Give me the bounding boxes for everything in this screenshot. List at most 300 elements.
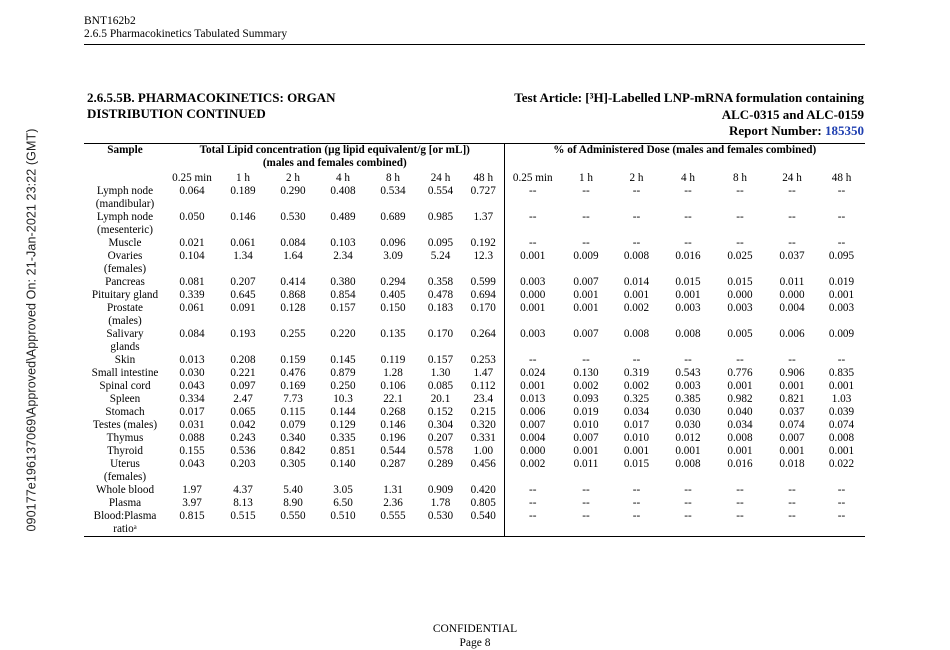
conc-cell: 0.079 — [280, 419, 306, 431]
pct-cell: 0.008 — [675, 328, 701, 340]
conc-cell: 0.042 — [230, 419, 256, 431]
sample-cell — [84, 328, 166, 354]
sample-label-line: Stomach — [105, 406, 145, 418]
pct-cell: 0.001 — [504, 250, 561, 276]
pct-cell: 0.001 — [623, 289, 650, 301]
sample-label-line: Blood:Plasma — [93, 510, 157, 522]
pct-cell: 0.001 — [573, 289, 599, 301]
conc-cell: 0.192 — [470, 237, 496, 249]
sample-cell — [84, 497, 166, 510]
conc-cell: 0.061 — [179, 302, 205, 314]
conc-cell: 0.088 — [179, 432, 205, 444]
conc-cell: 0.689 — [380, 211, 406, 223]
conc-cell: 10.3 — [333, 393, 353, 405]
sample-label-line: Pituitary gland — [91, 289, 159, 301]
dose-group-header: % of Administered Dose (males and females combined) — [504, 144, 865, 171]
pct-cell: -- — [736, 484, 744, 496]
conc-cell: 0.157 — [330, 302, 356, 314]
conc-cell: 8.90 — [283, 497, 303, 509]
pct-cell: -- — [837, 211, 846, 223]
conc-cell: 0.304 — [427, 419, 454, 431]
pct-cell: 0.385 — [675, 393, 701, 405]
pct-cell: 0.543 — [675, 367, 701, 379]
pct-cell: -- — [837, 354, 846, 366]
test-article-line-2: ALC-0315 and ALC-0159 — [721, 106, 864, 122]
pct-cell: 0.001 — [675, 289, 701, 301]
conc-cell: 0.554 — [427, 185, 454, 197]
pct-timepoint-header: 2 h — [629, 172, 644, 184]
conc-cell: 0.645 — [230, 289, 256, 301]
pct-timepoint-header: 48 h — [831, 172, 852, 184]
conc-cell: 0.128 — [280, 302, 306, 314]
pct-cell: 0.030 — [675, 406, 701, 418]
pct-cell: -- — [766, 510, 818, 537]
table-row — [84, 211, 865, 237]
conc-cell: 0.095 — [427, 237, 454, 249]
sample-label-line: Lymph node — [96, 211, 154, 223]
conc-cell: 3.97 — [182, 497, 202, 509]
sample-label-line: Ovaries — [107, 250, 143, 262]
conc-cell: 0.129 — [330, 419, 356, 431]
sample-label-line: Spinal cord — [99, 380, 151, 392]
conc-cell: 1.31 — [383, 484, 403, 496]
sample-label-line: (females) — [103, 263, 147, 275]
conc-cell: 0.335 — [330, 432, 356, 444]
table-row — [84, 497, 865, 510]
pct-cell: -- — [611, 510, 662, 537]
pct-cell: -- — [788, 237, 796, 249]
sample-cell — [84, 432, 166, 445]
conc-cell: 0.189 — [230, 185, 256, 197]
pct-cell: 0.008 — [623, 328, 650, 340]
conc-timepoint-header: 2 h — [286, 172, 300, 184]
conc-cell: 0.112 — [470, 380, 496, 392]
conc-cell: 0.146 — [380, 419, 406, 431]
conc-cell: 0.150 — [380, 302, 406, 314]
pct-cell: -- — [632, 497, 641, 509]
pct-cell: -- — [736, 497, 744, 509]
table-row — [84, 458, 865, 484]
conc-cell: 0.289 — [427, 458, 454, 470]
pct-cell: -- — [788, 354, 796, 366]
conc-cell: 0.243 — [230, 432, 256, 444]
conc-header-line-2: (males and females combined) — [262, 157, 407, 169]
pct-cell: -- — [788, 497, 796, 509]
table-row — [84, 302, 865, 328]
conc-cell: 1.78 — [430, 497, 451, 509]
pct-cell: -- — [837, 497, 846, 509]
conc-cell: 1.00 — [473, 445, 494, 457]
conc-cell: 6.50 — [333, 497, 353, 509]
table-row — [84, 484, 865, 497]
pct-cell: 0.007 — [573, 328, 599, 340]
conc-cell: 0.221 — [230, 367, 256, 379]
conc-cell: 0.159 — [280, 354, 306, 366]
sample-label-line: ratioᵃ — [113, 523, 137, 535]
sample-header: Sample — [84, 144, 166, 186]
table-row — [84, 432, 865, 445]
pct-cell: 0.011 — [573, 458, 599, 470]
pct-cell: 0.008 — [727, 432, 753, 444]
conc-cell: 0.215 — [470, 406, 496, 418]
conc-cell: 0.064 — [179, 185, 205, 197]
conc-cell: 1.37 — [473, 211, 494, 223]
pct-cell: 0.018 — [779, 458, 805, 470]
pct-cell: 0.130 — [573, 367, 599, 379]
conc-cell: 0.170 — [427, 328, 454, 340]
pct-cell: 0.821 — [779, 393, 805, 405]
conc-cell: 0.031 — [179, 419, 205, 431]
pct-cell: 1.03 — [831, 393, 852, 405]
conc-cell: 0.193 — [230, 328, 256, 340]
conc-cell: 0.115 — [280, 406, 306, 418]
conc-cell: 0.294 — [380, 276, 406, 288]
pct-cell: 0.039 — [828, 406, 855, 418]
pct-cell: 0.001 — [675, 445, 701, 457]
sample-cell — [84, 445, 166, 458]
pct-cell: -- — [662, 510, 714, 537]
report-number-line — [514, 123, 864, 140]
approval-stamp-text: 090177e196137069\Approved\Approved On: 21-Jan-2021 23:22 (GMT) — [24, 128, 39, 532]
page-number: Page 8 — [459, 637, 491, 649]
pct-cell: -- — [684, 185, 692, 197]
pct-cell: 0.982 — [727, 393, 753, 405]
sample-label-line: Spleen — [109, 393, 141, 405]
pct-cell: 0.007 — [504, 419, 561, 432]
conc-cell: 1.64 — [283, 250, 303, 262]
organ-distribution-table — [84, 143, 865, 537]
conc-group-header — [166, 144, 504, 171]
table-row — [84, 419, 865, 432]
sample-cell — [84, 406, 166, 419]
pct-cell: 0.093 — [573, 393, 599, 405]
conc-cell: 0.183 — [427, 302, 454, 314]
pct-cell: -- — [736, 237, 744, 249]
conc-cell: 0.478 — [427, 289, 454, 301]
pct-cell: 0.024 — [504, 367, 561, 380]
pct-cell: 0.034 — [727, 419, 753, 431]
conc-cell: 0.157 — [427, 354, 454, 366]
pct-cell: 0.025 — [727, 250, 753, 262]
conc-cell: 0.140 — [330, 458, 356, 470]
conc-cell: 0.081 — [179, 276, 205, 288]
report-number-label: Report Number: — [728, 123, 825, 138]
pct-cell: 0.037 — [779, 250, 805, 262]
conc-cell: 0.694 — [470, 289, 496, 301]
sample-label-line: Small intestine — [91, 367, 159, 379]
conc-cell: 0.250 — [330, 380, 356, 392]
pct-cell: 0.319 — [623, 367, 650, 379]
pct-cell: 0.000 — [779, 289, 805, 301]
conc-cell: 0.985 — [427, 211, 454, 223]
conc-cell: 0.152 — [427, 406, 454, 418]
sample-cell — [84, 302, 166, 328]
conc-cell: 0.815 — [166, 510, 218, 537]
conc-cell: 0.084 — [280, 237, 306, 249]
conc-cell: 0.408 — [330, 185, 356, 197]
pct-cell: -- — [837, 484, 846, 496]
pct-cell: 0.015 — [675, 276, 701, 288]
conc-cell: 0.851 — [330, 445, 356, 457]
pct-cell: 0.906 — [779, 367, 805, 379]
conc-cell: 5.24 — [430, 250, 451, 262]
conc-cell: 0.255 — [280, 328, 306, 340]
pct-timepoint-header: 8 h — [733, 172, 747, 184]
pct-cell: 0.010 — [573, 419, 599, 431]
pct-cell: 0.001 — [573, 302, 599, 314]
conc-cell: 2.47 — [233, 393, 253, 405]
pct-cell: 0.004 — [779, 302, 805, 314]
conc-timepoint-header: 24 h — [430, 172, 451, 184]
sample-label-line: Thymus — [106, 432, 144, 444]
table-row — [84, 250, 865, 276]
conc-cell: 0.530 — [280, 211, 306, 223]
conc-cell: 0.340 — [280, 432, 306, 444]
pct-cell: 0.003 — [727, 302, 753, 314]
conc-cell: 12.3 — [473, 250, 494, 262]
conc-cell: 8.13 — [233, 497, 253, 509]
test-article-line-1: Test Article: [³H]-Labelled LNP-mRNA formulation containing — [514, 90, 864, 105]
sample-label-line: (males) — [108, 315, 142, 327]
conc-cell: 5.40 — [283, 484, 303, 496]
pct-cell: 0.325 — [623, 393, 650, 405]
sample-cell — [84, 289, 166, 302]
conc-cell: 2.34 — [333, 250, 353, 262]
conc-cell: 0.135 — [380, 328, 406, 340]
conc-cell: 0.065 — [230, 406, 256, 418]
pct-cell: 0.074 — [828, 419, 855, 431]
pct-cell: 0.006 — [504, 406, 561, 419]
conc-cell: 0.220 — [330, 328, 356, 340]
pct-cell: 0.009 — [828, 328, 855, 340]
section-title-line-2: DISTRIBUTION CONTINUED — [87, 106, 266, 121]
conc-cell: 3.09 — [383, 250, 403, 262]
pct-cell: 0.001 — [573, 445, 599, 457]
sample-label-line: (mesenteric) — [97, 224, 153, 236]
conc-cell: 0.021 — [179, 237, 205, 249]
conc-cell: 0.854 — [330, 289, 356, 301]
conc-cell: 0.868 — [280, 289, 306, 301]
table-row — [84, 276, 865, 289]
sample-cell — [84, 211, 166, 237]
sample-label-line: Salivary — [106, 328, 144, 340]
sample-label-line: Muscle — [108, 237, 142, 249]
conc-cell: 0.534 — [380, 185, 406, 197]
pct-cell: 0.016 — [675, 250, 701, 262]
conc-cell: 0.476 — [280, 367, 306, 379]
pct-cell: -- — [632, 354, 641, 366]
conc-cell: 0.268 — [380, 406, 406, 418]
table-row — [84, 289, 865, 302]
conc-cell: 0.420 — [470, 484, 496, 496]
conc-cell: 0.084 — [179, 328, 205, 340]
conc-cell: 22.1 — [383, 393, 403, 405]
conc-cell: 0.290 — [280, 185, 306, 197]
conc-cell: 0.146 — [230, 211, 256, 223]
table-row — [84, 393, 865, 406]
sample-label-line: Skin — [114, 354, 136, 366]
conc-cell: 0.145 — [330, 354, 356, 366]
conc-cell: 0.320 — [470, 419, 496, 431]
sample-cell — [84, 380, 166, 393]
conc-cell: 0.170 — [470, 302, 496, 314]
pct-cell: 0.000 — [727, 289, 753, 301]
conc-cell: 0.091 — [230, 302, 256, 314]
pct-cell: -- — [632, 237, 641, 249]
conc-cell: 0.208 — [230, 354, 256, 366]
pct-cell: 0.006 — [779, 328, 805, 340]
conc-cell: 0.555 — [368, 510, 418, 537]
pct-cell: 0.001 — [828, 445, 855, 457]
conc-cell: 0.287 — [380, 458, 406, 470]
pct-cell: 0.001 — [504, 380, 561, 393]
pct-cell: 0.000 — [504, 289, 561, 302]
pct-cell: 0.002 — [623, 302, 650, 314]
conc-timepoint-header: 4 h — [336, 172, 350, 184]
pct-timepoint-header: 0.25 min — [504, 170, 561, 185]
sample-cell — [84, 250, 166, 276]
sample-label-line: (females) — [103, 471, 147, 483]
pct-cell: 0.074 — [779, 419, 805, 431]
pct-cell: -- — [504, 237, 561, 250]
pct-cell: 0.776 — [727, 367, 753, 379]
sample-label-line: Prostate — [106, 302, 144, 314]
pct-cell: 0.030 — [675, 419, 701, 431]
conc-cell: 0.805 — [470, 497, 496, 509]
pct-cell: -- — [684, 211, 692, 223]
pct-timepoint-header: 4 h — [681, 172, 695, 184]
table-row — [84, 406, 865, 419]
table-row — [84, 354, 865, 367]
pct-cell: 0.015 — [623, 458, 650, 470]
conc-cell: 0.334 — [179, 393, 205, 405]
pct-cell: 0.012 — [675, 432, 701, 444]
pct-cell: 0.007 — [573, 432, 599, 444]
table-row — [84, 380, 865, 393]
sample-cell — [84, 354, 166, 367]
pct-cell: -- — [736, 211, 744, 223]
sample-cell — [84, 510, 166, 537]
sample-cell — [84, 484, 166, 497]
section-title — [87, 90, 335, 122]
conc-cell: 0.061 — [230, 237, 256, 249]
conc-cell: 0.196 — [380, 432, 406, 444]
conc-cell: 0.169 — [280, 380, 306, 392]
pct-cell: 0.001 — [828, 380, 855, 392]
pct-cell: -- — [684, 237, 692, 249]
pct-cell: 0.002 — [573, 380, 599, 392]
pct-cell: 0.001 — [828, 289, 855, 301]
pct-cell: -- — [714, 510, 766, 537]
pct-cell: 0.016 — [727, 458, 753, 470]
approval-stamp — [20, 20, 42, 640]
sample-label-line: Lymph node — [96, 185, 154, 197]
pct-cell: -- — [632, 185, 641, 197]
conc-timepoint-header: 8 h — [386, 172, 400, 184]
pct-cell: -- — [504, 510, 561, 537]
conc-cell: 0.043 — [179, 380, 205, 392]
pct-cell: -- — [632, 484, 641, 496]
pct-cell: -- — [788, 484, 796, 496]
pct-cell: 0.004 — [504, 432, 561, 445]
conc-cell: 0.358 — [427, 276, 454, 288]
conc-cell: 0.842 — [280, 445, 306, 457]
conc-cell: 0.544 — [380, 445, 406, 457]
conc-cell: 0.030 — [179, 367, 205, 379]
group-header-row — [84, 144, 865, 171]
pct-cell: 0.009 — [573, 250, 599, 262]
conc-cell: 0.144 — [330, 406, 356, 418]
sample-cell — [84, 419, 166, 432]
conc-timepoint-header: 1 h — [236, 172, 250, 184]
pct-cell: -- — [818, 510, 865, 537]
pct-cell: -- — [684, 497, 692, 509]
sample-label-line: Whole blood — [95, 484, 155, 496]
sample-cell — [84, 276, 166, 289]
conc-cell: 0.540 — [463, 510, 504, 537]
table-row — [84, 328, 865, 354]
conc-cell: 0.097 — [230, 380, 256, 392]
sample-label-line: Thyroid — [106, 445, 144, 457]
pct-cell: 0.003 — [675, 380, 701, 392]
conc-cell: 1.97 — [182, 484, 202, 496]
conc-cell: 1.34 — [233, 250, 253, 262]
sample-label-line: Testes (males) — [92, 419, 158, 431]
conc-cell: 0.096 — [380, 237, 406, 249]
conc-cell: 0.085 — [427, 380, 454, 392]
pct-cell: 0.013 — [504, 393, 561, 406]
conc-cell: 0.305 — [280, 458, 306, 470]
conc-cell: 20.1 — [430, 393, 451, 405]
conc-cell: 0.013 — [179, 354, 205, 366]
sample-label-line: Pancreas — [105, 276, 145, 288]
conc-cell: 0.599 — [470, 276, 496, 288]
pct-cell: -- — [837, 237, 846, 249]
pct-cell: 0.001 — [779, 380, 805, 392]
pct-cell: 0.001 — [623, 445, 650, 457]
conc-cell: 0.207 — [230, 276, 256, 288]
pct-cell: -- — [504, 211, 561, 237]
pct-cell: -- — [736, 185, 744, 197]
conc-cell: 4.37 — [233, 484, 253, 496]
pct-cell: 0.040 — [727, 406, 753, 418]
pct-timepoint-header: 24 h — [782, 172, 802, 184]
table-row — [84, 237, 865, 250]
conc-cell: 7.73 — [283, 393, 303, 405]
pct-cell: -- — [582, 185, 590, 197]
pct-cell: 0.001 — [727, 380, 753, 392]
conc-header-line-1: Total Lipid concentration (µg lipid equivalent/g [or mL]) — [199, 144, 470, 156]
conc-cell: 0.879 — [330, 367, 356, 379]
conc-cell: 0.530 — [418, 510, 463, 537]
pct-cell: 0.002 — [623, 380, 650, 392]
conc-cell: 0.414 — [280, 276, 306, 288]
header-rule — [84, 44, 865, 45]
pct-cell: 0.007 — [573, 276, 599, 288]
table-row — [84, 445, 865, 458]
pct-cell: -- — [582, 237, 590, 249]
pct-cell: 0.034 — [623, 406, 650, 418]
conc-cell: 23.4 — [473, 393, 494, 405]
report-number: 185350 — [825, 123, 864, 138]
conc-cell: 0.339 — [179, 289, 205, 301]
conc-cell: 0.489 — [330, 211, 356, 223]
conc-cell: 0.050 — [179, 211, 205, 223]
pct-cell: 0.001 — [504, 302, 561, 328]
conc-cell: 0.405 — [380, 289, 406, 301]
pct-cell: -- — [504, 484, 561, 497]
pct-cell: 0.001 — [727, 445, 753, 457]
